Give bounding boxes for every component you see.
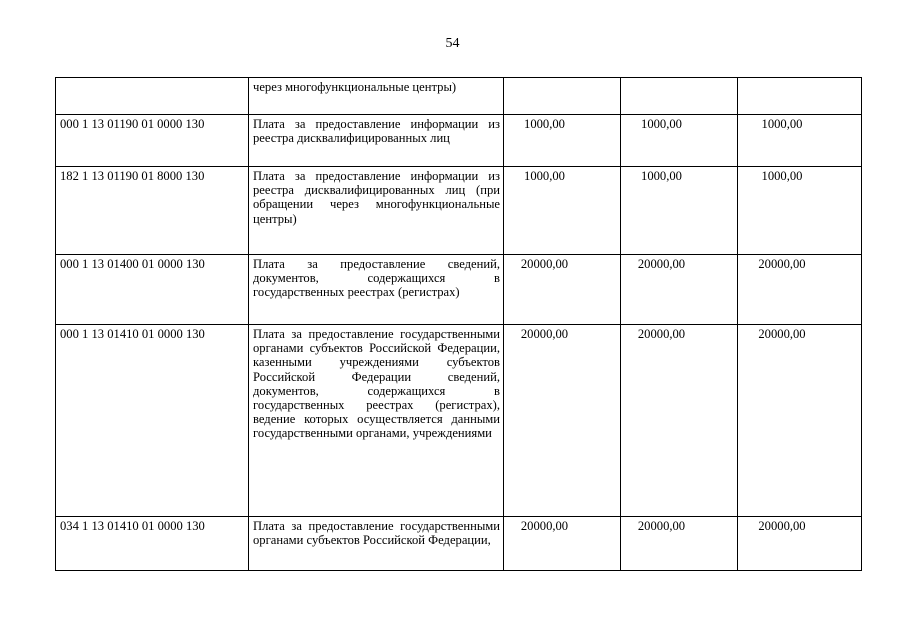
description-cell: Плата за предоставление сведений, документов, содержащихся в государственных реестрах (регистрах) <box>249 255 504 325</box>
description-cell: Плата за предоставление государственными органами субъектов Российской Федерации, казенными учреждениями субъектов Российской Федерации сведений, документов, содержащихся в государственных реестрах (регистрах), ведение которых осуществляется данными государственными органами, учреждениями <box>249 325 504 517</box>
amount-cell: 20000,00 <box>621 517 738 571</box>
code-cell: 000 1 13 01400 01 0000 130 <box>56 255 249 325</box>
amount-cell: 1000,00 <box>621 115 738 167</box>
amount-cell <box>504 78 621 115</box>
table-row <box>56 517 862 571</box>
amount-cell: 1000,00 <box>504 115 621 167</box>
code-cell: 000 1 13 01190 01 0000 130 <box>56 115 249 167</box>
amount-cell: 20000,00 <box>504 255 621 325</box>
description-cell: через многофункциональные центры) <box>249 78 504 115</box>
table-row <box>56 78 862 115</box>
page-number: 54 <box>445 36 460 51</box>
amount-cell <box>738 78 862 115</box>
amount-cell: 20000,00 <box>504 325 621 517</box>
amount-cell: 20000,00 <box>738 325 862 517</box>
description-cell: Плата за предоставление информации из реестра дисквалифицированных лиц (при обращении через многофункциональные центры) <box>249 167 504 255</box>
amount-cell: 1000,00 <box>738 115 862 167</box>
code-cell <box>56 78 249 115</box>
amount-cell: 1000,00 <box>621 167 738 255</box>
amount-cell: 20000,00 <box>621 255 738 325</box>
budget-table <box>55 77 862 571</box>
code-cell: 182 1 13 01190 01 8000 130 <box>56 167 249 255</box>
amount-cell: 1000,00 <box>504 167 621 255</box>
amount-cell: 20000,00 <box>504 517 621 571</box>
amount-cell: 1000,00 <box>738 167 862 255</box>
code-cell: 034 1 13 01410 01 0000 130 <box>56 517 249 571</box>
table-row <box>56 167 862 255</box>
code-cell: 000 1 13 01410 01 0000 130 <box>56 325 249 517</box>
amount-cell: 20000,00 <box>621 325 738 517</box>
amount-cell <box>621 78 738 115</box>
table-row <box>56 255 862 325</box>
description-cell: Плата за предоставление государственными органами субъектов Российской Федерации, <box>249 517 504 571</box>
amount-cell: 20000,00 <box>738 517 862 571</box>
amount-cell: 20000,00 <box>738 255 862 325</box>
table-row <box>56 325 862 517</box>
description-cell: Плата за предоставление информации из реестра дисквалифицированных лиц <box>249 115 504 167</box>
table-row <box>56 115 862 167</box>
